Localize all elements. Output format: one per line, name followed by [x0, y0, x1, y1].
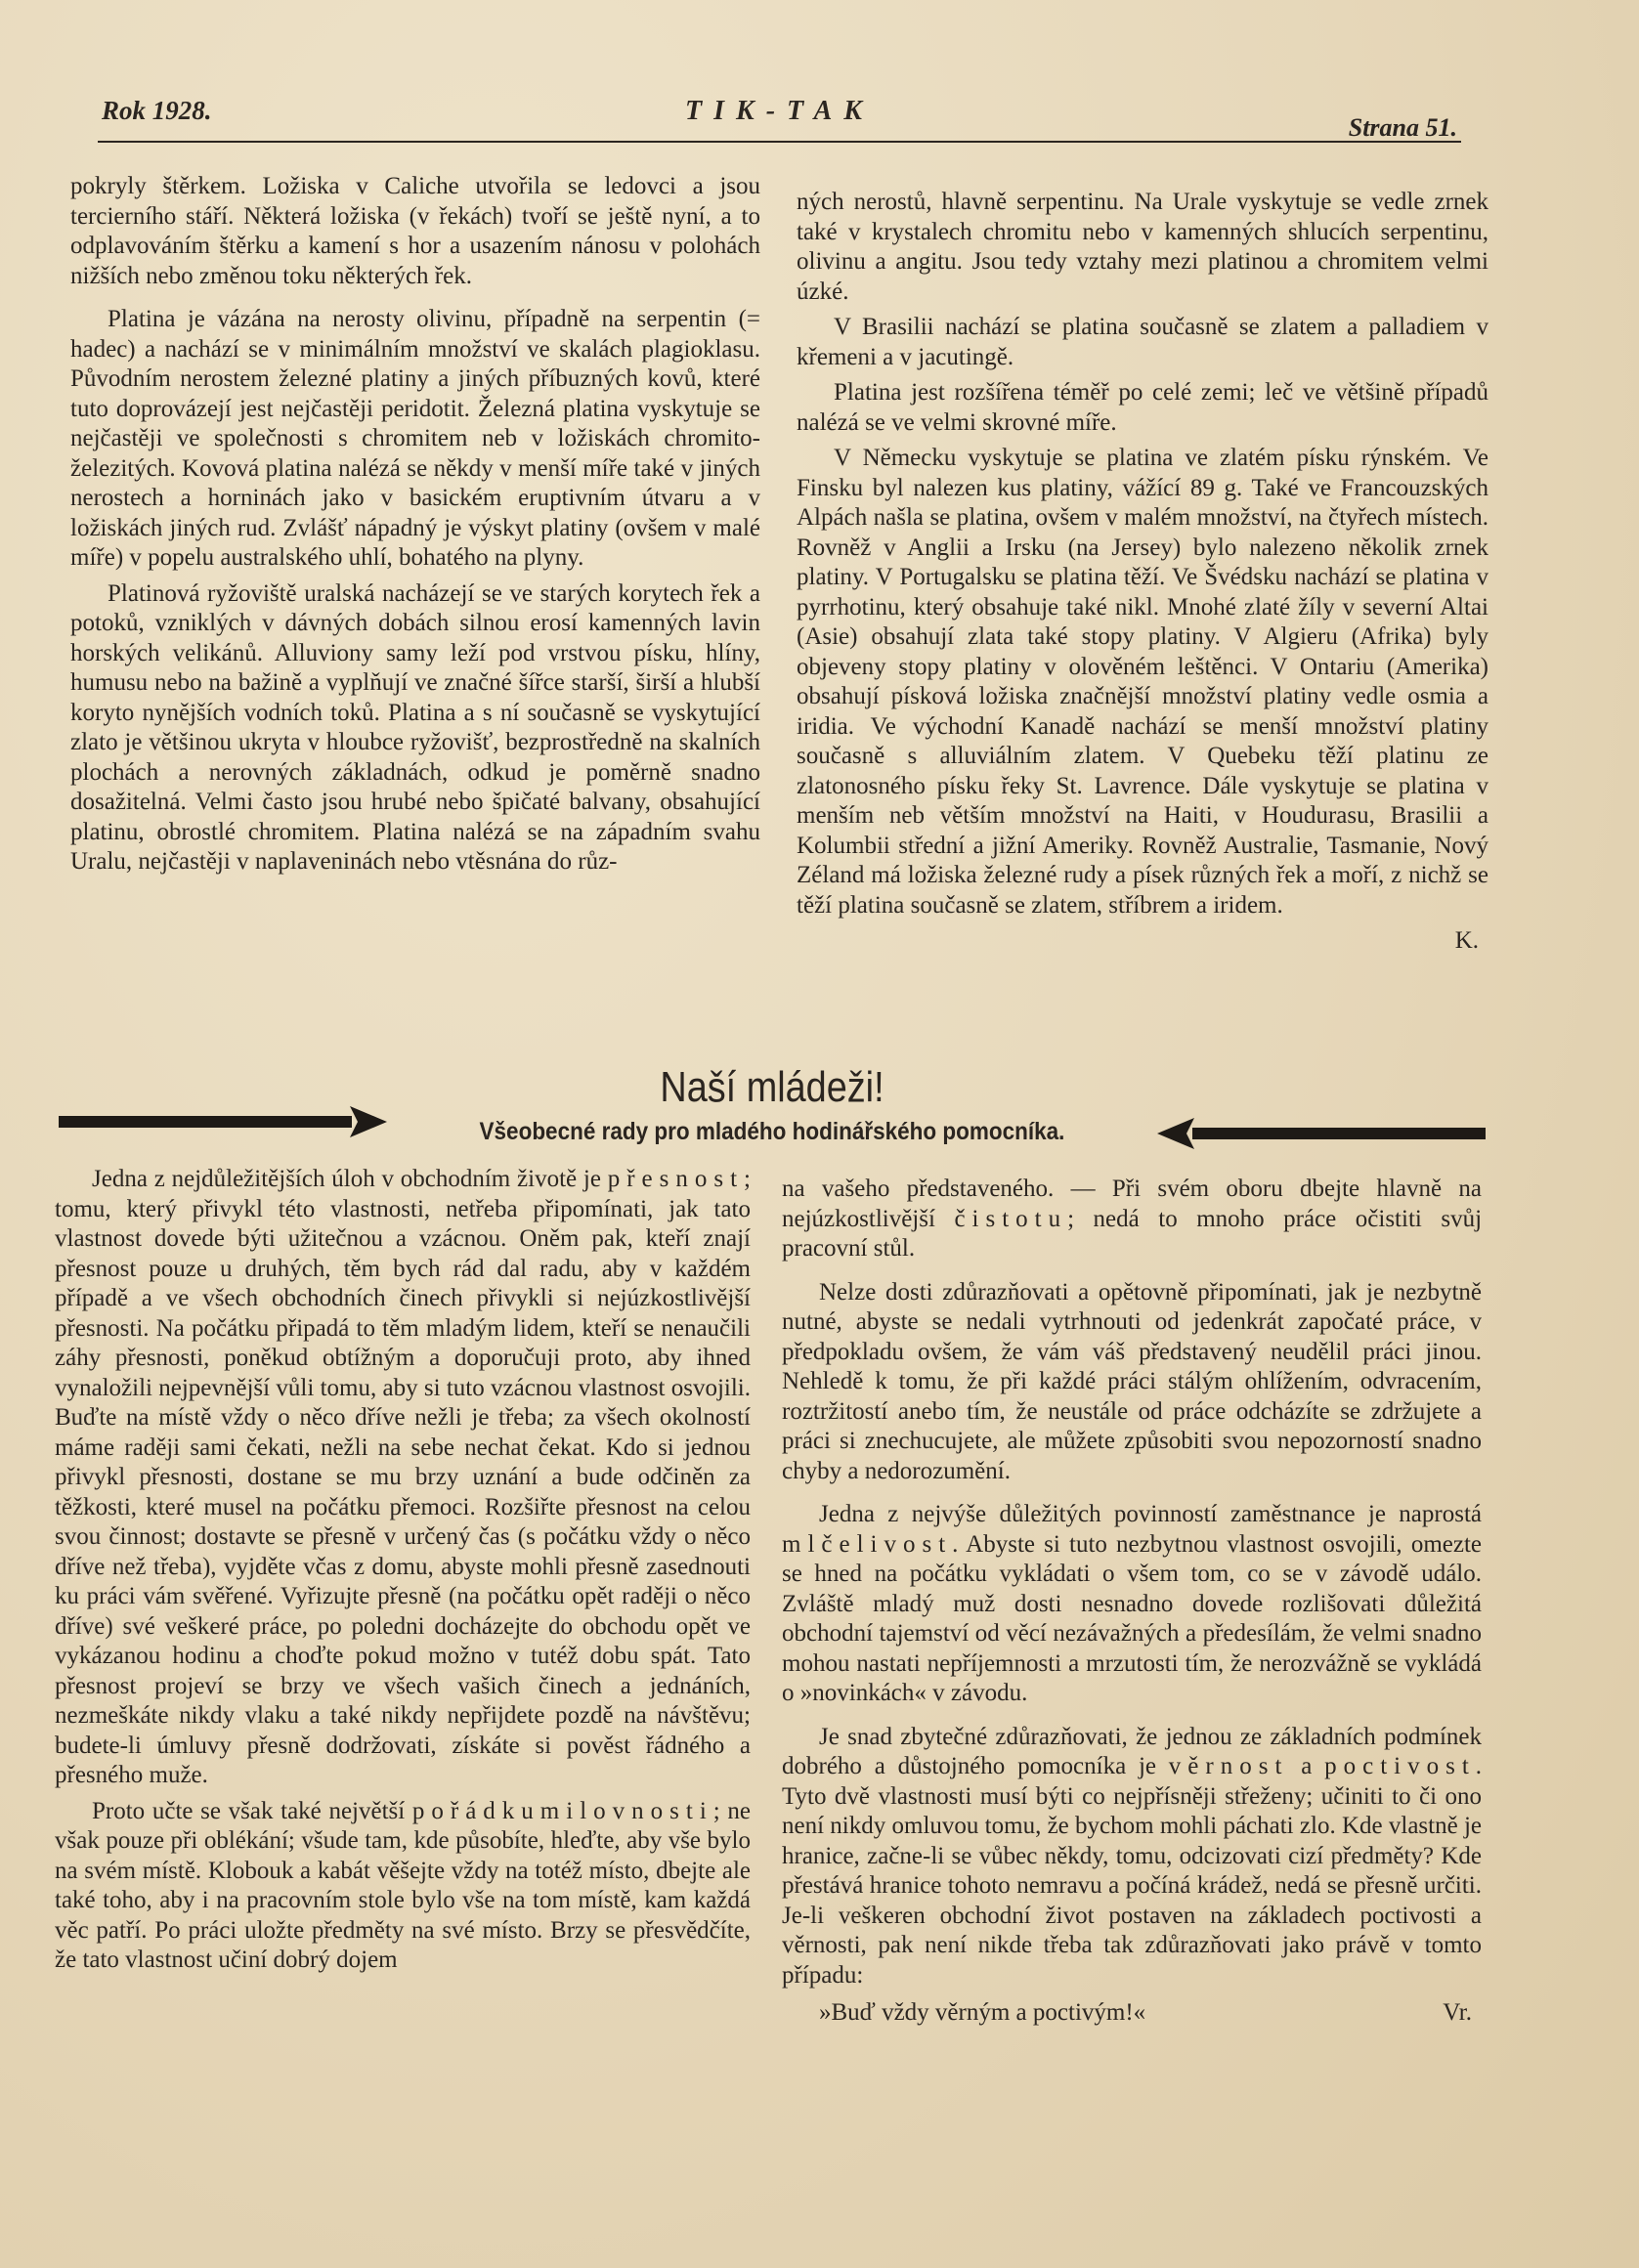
- section-title: Naší mládeži!: [660, 1063, 884, 1111]
- text-run: a: [1301, 1753, 1313, 1779]
- header-page-number: Strana 51.: [1348, 113, 1457, 142]
- text-run: . Tyto dvě vlastnosti musí býti co nejpřísněji střeženy; učiniti to či ono není nikdy omluvou tomu, že bychom mohli páchati zlo. Kde vlastně je hranice, začne-li se vůbec někdy, tomu, odcizovati cizí předměty? Kde přestává hranice tohoto nemravu a počíná krádež, nedá se přesně určiti. Je-li veškeren obchodní život postaven na základech poctivosti a věrnosti, pak není nikde třeba tak zdůrazňovati jako právě v tomto případu:: [782, 1753, 1483, 1989]
- section-heading: [59, 1063, 1486, 1161]
- text-run: ; nedá to mnoho práce očistiti svůj pracovní stůl.: [782, 1205, 1483, 1262]
- article-signature: Vr.: [1443, 1999, 1472, 2026]
- page-header: [98, 94, 1461, 143]
- spaced-emphasis: čistotu: [954, 1205, 1068, 1232]
- paragraph: Platinová ryžoviště uralská nacházejí se ve starých korytech řek a potoků, vzniklých v dávných dobách silnou erosí kamenných lavin horských velikánů. Alluviony samy leží pod vrstvou písku, hlíny, humusu nebo na bažině a vyplňují ve značné šířce starší, širší a hlubší koryto nynějších vodních toků. Platina a s ní současně se vyskytující zlato je většinou ukryta v hloubce ryžovišť, bezprostředně na skalních plochách a nerovných základnách, odkud je poměrně snadno dosažitelná. Velmi často jsou hrubé nebo špičaté balvany, obsahující platinu, obrostlé chromitem. Platina nalézá se na západním svahu Uralu, nejčastěji v naplaveninách nebo vtěsnána do růz-: [70, 579, 760, 875]
- paragraph: pokryly štěrkem. Ložiska v Caliche utvořila se ledovci a jsou tercierního stáří. Některá ložiska (v řekách) tvoří se ještě nyní, a to odplavováním štěrku a kamení s hor a usazením nánosu v polohách nižších nebo změnou toku některých řek.: [70, 173, 760, 289]
- quote: »Buď vždy věrným a poctivým!«: [819, 1999, 1146, 2026]
- paragraph: [55, 1165, 751, 1791]
- text-run: na vašeho představeného. — Při svém oboru dbejte hlavně na nejúzkostlivější: [782, 1176, 1482, 1232]
- paragraph: [782, 1723, 1482, 1991]
- spaced-emphasis: pořádkumilovnosti: [411, 1797, 713, 1824]
- article-advice-column-2: [782, 1175, 1482, 2034]
- header-year: Rok 1928.: [102, 96, 212, 125]
- paragraph: Platina jest rozšířena téměř po celé zemi; leč ve většině případů nalézá se ve velmi skrovné míře.: [797, 379, 1488, 436]
- text-run: Jedna z nejvýše důležitých povinností zaměstnance je naprostá: [819, 1501, 1482, 1527]
- spaced-emphasis: přesnost: [607, 1166, 745, 1192]
- spaced-emphasis: mlčelivost: [782, 1530, 953, 1558]
- quote-line: [782, 1998, 1482, 2029]
- paragraph: V Německu vyskytuje se platina ve zlatém písku rýnském. Ve Finsku byl nalezen kus platiny, vážící 89 g. Také ve Francouzských Alpách našla se platina, ovšem v malém množství, na čtyřech místech. Rovněž v Anglii a Irsku (na Jersey) bylo nalezeno několik zrnek platiny. V Portugalsku se platina těží. Ve Švédsku nachází se platina v pyrrhotinu, který obsahuje také nikl. Mnohé zlaté žíly v severní Altai (Asie) obsahují zlata také stopy platiny. V Algieru (Afrika) byly objeveny stopy platiny v olověném leštěnci. V Ontariu (Amerika) obsahují písková ložiska značnější množství platiny vedle osmia a iridia. Ve východní Kanadě nachází se menší množství platiny současně s alluviálním zlatem. V Quebeku těží platinu ze zlatonosného písku řeky St. Lavrence. Dále vyskytuje se platina v menším neb větším množství na Haiti, v Houdurasu, Brasilii a Kolumbii střední a jižní Ameriky. Rovněž Australie, Tasmanie, Nový Zéland má ložiska železné rudy a písek různých řek a moří, z nichž se těží platina současně se zlatem, stříbrem a iridem.: [797, 445, 1488, 919]
- paragraph: Nelze dosti zdůrazňovati a opětovně připomínati, jak je nezbytně nutné, abyste se nedali vytrhnouti od jedenkrát započaté práce, v předpokladu ovšem, že vám váš představený neudělil práci jinou. Nehledě k tomu, že při každé práci stálým ohlížením, odvracením, roztržitostí anebo tím, že neustále od práce odcházíte se zdržujete a práci si znechucujete, ale můžete způsobiti svou nepozorností snadno chyby a nedorozumění.: [782, 1278, 1482, 1484]
- text-run: Proto učte se však také největší: [92, 1797, 406, 1824]
- text-run: ; tomu, který přivykl této vlastnosti, netřeba připomínati, jak tato vlastnost dovede býti užitečnou a vzácnou. Oněm pak, kteří znají přesnost pouze u druhých, těm bych rád dal radu, aby v každém případě a ve všech obchodních činech přivykli si nejúzkostlivější přesnosti. Na počátku připadá to těm mladým lidem, kteří se nenaučili záhy přesnosti, poněkud obtížným a doporučuji proto, aby ihned vynaložili nejpevnější vůli tomu, aby si tuto vzácnou vlastnost osvojili. Buďte na místě vždy o něco dříve nežli je třeba; za všech okolností máme raději sami čekati, nežli na sebe nechat čekat. Kdo si jednou přivykl přesnosti, dostane se mu brzy uznání a bude odčiněn za těžkosti, které musel na počátku přemoci. Rozšiřte přesnost na celou svou činnost; dostavte se přesně v určený čas (s počátku vždy o něco dříve než třeba), vyjděte včas z domu, abyste mohli přesně zasednouti ku práci vám svěřené. Vyřizujte přesně (na počátku opět raději o něco dříve) své veškeré práce, po poledni docházejte do obchodu opět ve vykázanou hodinu a choďte pokud možno v tutéž dobu spát. Tato přesnost projeví se brzy ve všech vašich činech a jednáních, nezmeškáte nikdy vlaku a také nikdy nepřijdete pozdě na návštěvu; budete-li úmluvy přesně dodržovati, získáte si pověst řádného a přesného muže.: [55, 1166, 751, 1788]
- arrow-left-icon: [1153, 1114, 1486, 1153]
- paragraph: V Brasilii nachází se platina současně se zlatem a palladiem v křemeni a v jacutingě.: [797, 314, 1488, 370]
- header-masthead: TIK-TAK: [685, 96, 874, 126]
- text-run: . Abyste si tuto nezbytnou vlastnost osvojili, omezte se hned na počátku vykládati o všem tom, co se v závodě událo. Zvláště mladý muž dosti nesnadno dovede rozlišovati důležitá obchodní tajemství od věcí nezávažných a předesílám, že velmi snadno mohou nastati nepříjemnosti a mrzutosti tím, že nerozvážně se vykládá o »novinkách« v závodu.: [782, 1530, 1482, 1706]
- paragraph: [55, 1797, 751, 1976]
- article-advice-column-1: [55, 1165, 751, 1982]
- article-platinum-column-2: [797, 188, 1488, 963]
- spaced-emphasis: poctivost: [1324, 1753, 1476, 1779]
- text-run: Jedna z nejdůležitějších úloh v obchodním životě je: [92, 1166, 601, 1192]
- paragraph: Platina je vázána na nerosty olivinu, případně na serpentin (= hadec) a nachází se v minimálním množství ve skalách plagioklasu. Původním nerostem železné platiny a jiných příbuzných kovů, které tuto doprovázejí jest nejčastěji peridotit. Železná platina vyskytuje se nejčastěji ve společnosti s chromitem neb v ložiskách chromito-železitých. Kovová platina nalézá se někdy v menší míře také v jiných nerostech a horninách jako v basickém eruptivním útvaru a v ložiskách jiných rud. Zvlášť nápadný je výskyt platiny (ovšem v malé míře) v popelu australského uhlí, bohatého na plyny.: [70, 306, 760, 571]
- section-subtitle: Všeobecné rady pro mladého hodinářského pomocníka.: [479, 1118, 1065, 1145]
- spaced-emphasis: věrnost: [1168, 1753, 1289, 1779]
- article-platinum-column-1: [70, 172, 760, 883]
- paragraph: [782, 1500, 1482, 1709]
- text-run: ; ne však pouze při oblékání; všude tam, kde působíte, hleďte, aby vše bylo na svém místě. Klobouk a kabát věšejte vždy na totéž místo, dbejte ale také toho, aby i na pracovním stole bylo vše na tom místě, kam každá věc patří. Po práci uložte předměty na své místo. Brzy se přesvědčíte, že tato vlastnost učiní dobrý dojem: [55, 1797, 751, 1973]
- text-run: Je snad zbytečné zdůrazňovati, že jednou ze základních podmínek dobrého a důstojného pomocníka je: [782, 1723, 1482, 1779]
- paragraph: [782, 1175, 1482, 1264]
- paragraph: ných nerostů, hlavně serpentinu. Na Urale vyskytuje se vedle zrnek také v krystalech chromitu nebo v kamenných shlucích serpentinu, olivinu a angitu. Jsou tedy vztahy mezi platinou a chromitem velmi úzké.: [797, 189, 1488, 305]
- article-signature: K.: [1454, 927, 1479, 954]
